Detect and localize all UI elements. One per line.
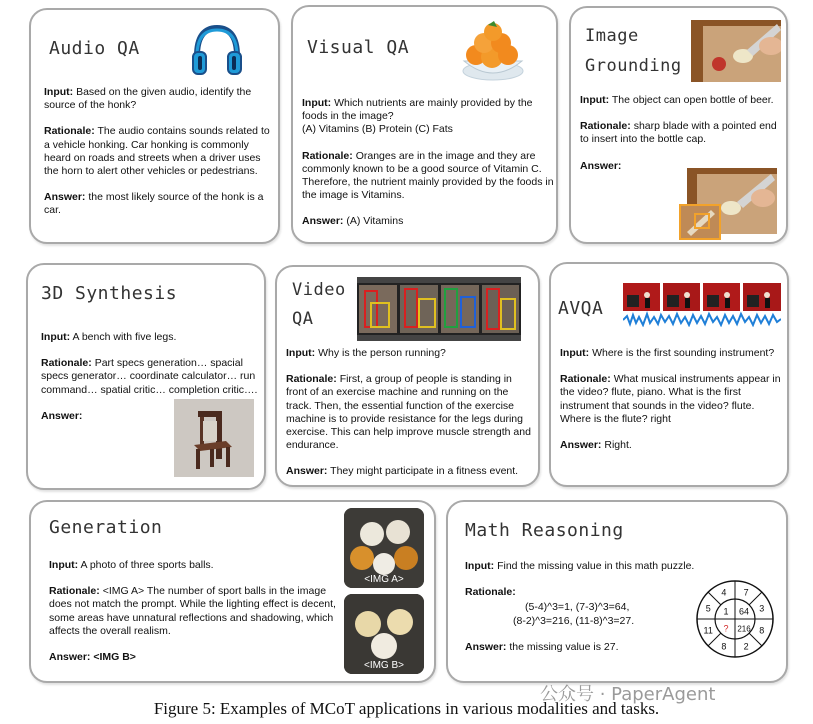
- video-qa-title-line1: Video: [292, 280, 346, 300]
- avqa-frames-and-waveform: [623, 283, 781, 327]
- video-frames-strip: [357, 277, 521, 341]
- puzzle-inner-value: 216: [737, 624, 751, 634]
- math-reasoning-title: Math Reasoning: [465, 520, 624, 541]
- knife-apple-photo: [691, 20, 781, 82]
- image-grounding-title-line1: Image: [585, 26, 639, 46]
- puzzle-outer-value: 3: [759, 603, 765, 614]
- puzzle-outer-value: 5: [705, 603, 711, 614]
- puzzle-outer-value: 11: [703, 625, 713, 636]
- img-b-label: <IMG B>: [363, 660, 404, 671]
- img-a-label: <IMG A>: [364, 574, 404, 585]
- headphones-icon: [189, 22, 245, 78]
- math-reasoning-card: [446, 500, 788, 683]
- visual-qa-title: Visual QA: [307, 37, 410, 58]
- puzzle-outer-value: 4: [721, 587, 727, 598]
- puzzle-missing-value: ?: [723, 623, 729, 634]
- 3d-synthesis-card: [26, 263, 266, 490]
- orange-bowl-image: [458, 19, 528, 83]
- avqa-title: AVQA: [558, 298, 604, 319]
- image-grounding-body: Input: The object can open bottle of beer. Rationale: sharp blade with a pointed end to insert into the bottle cap. Answer:: [580, 94, 777, 172]
- audio-qa-card: [29, 8, 280, 244]
- audio-qa-body: Input: Based on the given audio, identify the source of the honk? Rationale: The audio contains sounds related to a vehicle honking. Car honking is commonly heard on roads and streets when a driver uses the horn to alert other vehicles or pedestrians. Answer: the most likely source of the honk is a car.: [44, 86, 270, 217]
- puzzle-inner-value: 64: [738, 606, 750, 617]
- 3d-synthesis-title: 3D Synthesis: [41, 283, 178, 304]
- avqa-card: [549, 262, 789, 487]
- video-qa-body: Input: Why is the person running? Rationale: First, a group of people is standing in front of an exercise machine and running on the track. Then, the essential function of the exercise machine is to provide resistance for the legs during exercise. This can help improve muscle strength and endurance. Answer: They might participate in a fitness event.: [286, 347, 531, 478]
- math-circle-puzzle: [694, 578, 776, 660]
- puzzle-outer-value: 2: [743, 641, 749, 652]
- video-qa-title-line2: QA: [292, 309, 314, 329]
- grounding-box-inset: [679, 204, 721, 240]
- puzzle-outer-value: 8: [759, 625, 765, 636]
- avqa-body: Input: Where is the first sounding instrument? Rationale: What musical instruments appear in the video? flute, piano. What is the first instrument that sounds in the video? flute. Where is the flute? right Answer: Right.: [560, 347, 781, 452]
- audio-qa-title: Audio QA: [49, 38, 140, 59]
- puzzle-outer-value: 7: [743, 587, 749, 598]
- img-a-sports-balls: [344, 508, 424, 588]
- figure-caption: Figure 5: Examples of MCoT applications in various modalities and tasks.: [153, 699, 660, 718]
- watermark: 公众号 · PaperAgent: [540, 684, 716, 705]
- generation-card: [29, 500, 436, 683]
- image-grounding-card: [569, 6, 788, 244]
- generation-title: Generation: [49, 517, 163, 538]
- visual-qa-body: Input: Which nutrients are mainly provided by the foods in the image? (A) Vitamins (B) Protein (C) Fats Rationale: Oranges are in the image and they are commonly known to be a good source of Vitamin C. Therefore, the nutrient mainly provided by the foods in the image is Vitamins. Answer: (A) Vitamins: [302, 97, 554, 228]
- img-b-sports-balls: [344, 594, 424, 674]
- image-grounding-title-line2: Grounding: [585, 56, 682, 76]
- 3d-synthesis-body: Input: A bench with five legs. Rationale: Part specs generation… spacial specs generator… coordinate calculator… run command… spatial critic… completion critic…. Answer:: [41, 331, 258, 422]
- chair-render-image: [174, 399, 254, 477]
- generation-body: Input: A photo of three sports balls. Rationale: <IMG A> The number of sport balls in the image does not match the prompt. While the lighting effect is decent, some areas have unnatural reflections and shadowing, which affects the overall realism. Answer: <IMG B>: [49, 559, 336, 664]
- video-qa-card: [275, 265, 540, 487]
- math-reasoning-body: Input: Find the missing value in this math puzzle. Rationale: (5-4)^3=1, (7-3)^3=64, (8-2)^3=216, (11-8)^3=27. Answer: the missing value is 27.: [465, 560, 695, 653]
- puzzle-outer-value: 8: [721, 641, 727, 652]
- puzzle-inner-value: 1: [723, 606, 729, 617]
- visual-qa-card: [291, 5, 558, 244]
